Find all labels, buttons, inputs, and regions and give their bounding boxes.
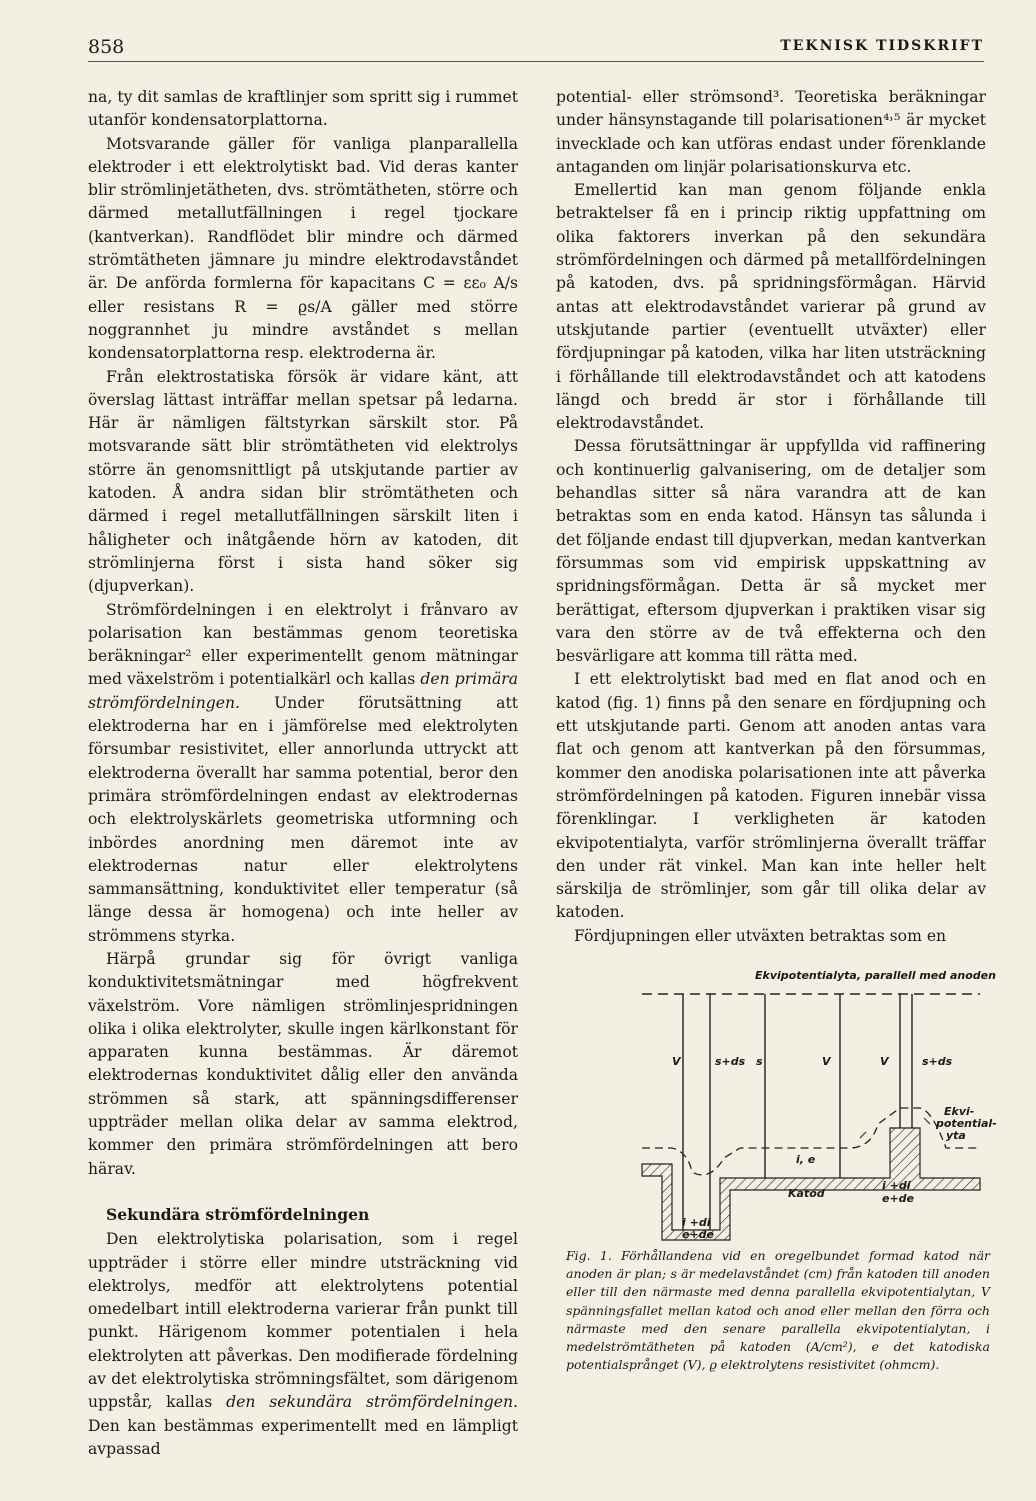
label-yta: yta bbox=[946, 1129, 966, 1142]
page-header bbox=[88, 36, 984, 62]
paragraph: I ett elektrolytiskt bad med en flat anod och en katod (fig. 1) finns på den senare en fördjupning och ett utskjutande parti. Genom att anoden antas vara flat och genom att kantverkan på den försummas, kommer den anodiska polarisationen inte att påverka strömfördelningen på katoden. Figuren innebär vissa förenklingar. I verkligheten är katoden ekvipotentialyta, varför strömlinjerna överallt träffar den under rät vinkel. Man kan inte heller helt särskilja de strömlinjer, som går till olika delar av katoden. bbox=[556, 670, 986, 922]
paragraph bbox=[88, 599, 518, 948]
label-v: V bbox=[880, 1055, 889, 1068]
paragraph: Motsvarande gäller för vanliga planparallella elektroder i ett elektrolytiskt bad. Vid deras kanter blir strömlinjetätheten, dvs. strömtätheten, större och därmed metallutfällningen i regel tjockare (kantverkan). Randflödet blir mindre och därmed strömtätheten jämnare ju mindre elektrodavståndet är. De anförda formlerna för kapacitans C = εε₀ A/s eller resistans R = ϱs/A gäller med större noggrannhet ju mindre avståndet s mellan kondensatorplattorna resp. elektroderna är. bbox=[88, 134, 518, 363]
arrow-tick bbox=[860, 1132, 866, 1138]
left-column bbox=[88, 86, 518, 1461]
paragraph: Från elektrostatiska försök är vidare känt, att överslag lättast inträffar mellan spetsar på ledarna. Här är nämligen fältstyrkan särskilt stor. På motsvarande sätt blir strömtätheten vid elektrolys större än genomsnittligt på utskjutande partier av katoden. Å andra sidan blir strömtätheten och därmed i regel metallutfällningen särskilt liten i håligheter och inåtgående hörn av katoden, dit strömlinjerna först i sista hand söker sig (djupverkan). bbox=[88, 367, 518, 596]
arrow-tick bbox=[924, 1118, 930, 1124]
emphasis: den sekundära strömfördelningen. bbox=[226, 1393, 518, 1412]
paragraph: Dessa förutsättningar är uppfyllda vid raffinering och kontinuerlig galvanisering, om de detaljer som behandlas sitter så nära varandra att de kan betraktas som en enda katod. Hänsyn tas sålunda i det följande endast till djupverkan, medan kantverkan försummas som vid empirisk uppskattning av spridningsförmågan. Detta är så mycket mer berättigat, eftersom djupverkan i praktiken visar sig vara den större av de två effekterna och den besvärligare att komma till rätta med. bbox=[556, 437, 986, 666]
label-i-di: i +di bbox=[882, 1179, 911, 1192]
label-s-ds: s+ds bbox=[715, 1055, 746, 1068]
label-v: V bbox=[822, 1055, 831, 1068]
label-v: V bbox=[672, 1055, 681, 1068]
figure-title: Ekvipotentialyta, parallell med anoden bbox=[755, 969, 996, 982]
label-e-de: e+de bbox=[882, 1192, 915, 1205]
figure-diagram bbox=[560, 968, 990, 1243]
section-heading: Sekundära strömfördelningen bbox=[106, 1204, 370, 1224]
paragraph: na, ty dit samlas de kraftlinjer som spritt sig i rummet utanför kondensatorplattorna. bbox=[88, 88, 518, 130]
header-rule bbox=[88, 61, 984, 62]
label-s: s bbox=[756, 1055, 763, 1068]
caption-text: Förhållandena vid en oregelbundet formad katod när anoden är plan; s är medelavståndet (cm) från katoden till anoden eller till den närmaste med denna parallella ekvipotentialytan, V spänningsfallet mellan katod och anod eller mellan den förra och närmaste med den senare parallella ekvipotentialytan, i medelströmtätheten på katoden (A/cm²), e det katodiska potentialsprånget (V), ϱ elektrolytens resistivitet (ohmcm). bbox=[566, 1248, 991, 1373]
label-ekvi: Ekvi- bbox=[944, 1105, 975, 1118]
figure-1 bbox=[560, 968, 997, 1243]
text-run: Den elektrolytiska polarisation, som i regel uppträder i större eller mindre utsträckning vid elektrolys, medför att elektrolytens potential omedelbart intill elektroderna varierar från punkt till punkt. Härigenom kommer potentialen i hela elektrolyten att påverkas. Den modifierade fördelning av det elektrolytiska strömningsfältet, som därigenom uppstår, kallas bbox=[88, 1230, 518, 1412]
paragraph: Emellertid kan man genom följande enkla betraktelser få en i princip riktig uppfattning om olika faktorers inverkan på den sekundära strömfördelningen och därmed på metallfördelningen på katoden, dvs. på spridningsförmågan. Härvid antas att elektrodavståndet varierar på grund av utskjutande partier (eventuellt utväxter) eller fördjupningar på katoden, vilka har liten utsträckning i förhållande till elektrodavståndet och att katodens längd och bredd är stor i förhållande till elektrodavståndet. bbox=[556, 181, 986, 433]
paragraph bbox=[88, 1228, 518, 1461]
paragraph: potential- eller strömsond³. Teoretiska beräkningar under hänsynstagande till polarisationen⁴˒⁵ är mycket invecklade och kan utföras endast under förenklande antaganden om linjär polarisationskurva etc. bbox=[556, 88, 986, 176]
right-column bbox=[556, 86, 986, 948]
text-run: Under förutsättning att elektroderna har en i jämförelse med elektrolyten försumbar resistivitet, eller annorlunda uttryckt att elektroderna överallt har samma potential, beror den primära strömfördelningen endast av elektrodernas och elektrolyskärlets geometriska utformning och inbördes anordning men däremot inte av elektrodernas natur eller elektrolytens sammansättning, konduktivitet eller temperatur (så länge dessa är homogena) och inte heller av strömmens styrka. bbox=[88, 693, 518, 945]
page-number: 858 bbox=[88, 36, 125, 58]
label-i-e: i, e bbox=[796, 1153, 816, 1166]
paragraph: Härpå grundar sig för övrigt vanliga konduktivitetsmätningar med högfrekvent växelström. Vore nämligen strömlinjespridningen olika i olika elektrolyter, skulle ingen kärlkonstant för apparaten kunna bestämmas. Är däremot elektrodernas konduktivitet dålig eller den använda strömmen så stark, att spänningsdifferenser uppträder mellan olika delar av samma elektrod, kommer den primära strömfördelningen att bero härav. bbox=[88, 949, 518, 1178]
text-run: Den kan bestämmas experimentellt med en lämpligt avpassad bbox=[88, 1416, 518, 1458]
label-e-de: e+de bbox=[682, 1228, 715, 1241]
label-s-ds: s+ds bbox=[922, 1055, 953, 1068]
label-potential: potential- bbox=[936, 1117, 997, 1130]
text-run: Strömfördelningen i en elektrolyt i frånvaro av polarisation kan bestämmas genom teoretiska beräkningar² eller experimentellt genom mätningar med växelström i potentialkärl och kallas bbox=[88, 600, 518, 689]
label-i-di: i +di bbox=[682, 1216, 711, 1229]
figure-caption bbox=[566, 1247, 990, 1374]
caption-lead: Fig. 1. bbox=[566, 1248, 612, 1263]
emphasis: den primära strömfördelningen. bbox=[88, 670, 518, 712]
journal-title: TEKNISK TIDSKRIFT bbox=[780, 38, 984, 54]
paragraph: Fördjupningen eller utväxten betraktas som en bbox=[574, 926, 947, 945]
label-katod: Katod bbox=[788, 1187, 825, 1200]
